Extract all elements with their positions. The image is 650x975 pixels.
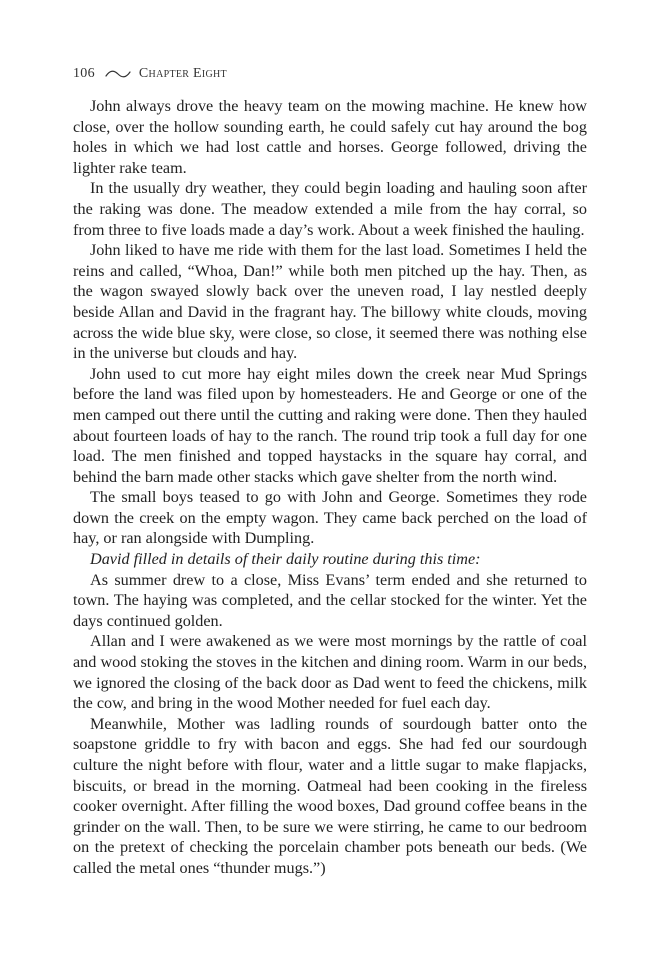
italic-introduction: David filled in details of their daily routine during this time: — [90, 550, 481, 569]
chapter-label: Chapter Eight — [138, 66, 227, 81]
body-text — [73, 96, 587, 879]
paragraph-1: John always drove the heavy team on the mowing machine. He knew how close, over the hollow sounding earth, he could safely cut hay around the bog holes in which we had lost cattle and horses. George followed, driving the lighter rake team. — [73, 97, 587, 177]
paragraph-2: In the usually dry weather, they could begin loading and hauling soon after the raking was done. The meadow extended a mile from the hay corral, so from three to five loads made a day’s work. About a week finished the hauling. — [73, 179, 587, 239]
paragraph-7: Allan and I were awakened as we were most mornings by the rattle of coal and wood stoking the stoves in the kitchen and dining room. Warm in our beds, we ignored the closing of the back door as Dad went to feed the chickens, milk the cow, and bring in the wood Mother needed for fuel each day. — [73, 632, 587, 713]
book-page — [73, 62, 587, 879]
paragraph-6: As summer drew to a close, Miss Evans’ term ended and she returned to town. The haying was completed, and the cellar stocked for the winter. Yet the days continued golden. — [73, 570, 587, 630]
paragraph-4: John used to cut more hay eight miles down the creek near Mud Springs before the land was filed upon by homesteaders. He and George or one of the men camped out there until the cutting and raking were done. Then they hauled about fourteen loads of hay to the ranch. The round trip took a full day for one load. The men finished and topped haystacks in the square hay corral, and behind the barn made other stacks which gave shelter from the north wind. — [73, 364, 587, 486]
paragraph-5: The small boys teased to go with John and George. Sometimes they rode down the creek on the empty wagon. They came back perched on the load of hay, or ran alongside with Dumpling. — [73, 488, 587, 548]
page-number: 106 — [73, 66, 95, 81]
running-head — [73, 62, 587, 86]
paragraph-3: John liked to have me ride with them for the last load. Sometimes I held the reins and called, “Whoa, Dan!” while both men pitched up the hay. Then, as the wagon swayed slowly back over the uneven road, I lay nestled deeply beside Allan and David in the fragrant hay. The billowy white clouds, moving across the wide blue sky, were close, so close, it seemed there was nothing else in the universe but clouds and hay. — [73, 241, 587, 363]
paragraph-8: Meanwhile, Mother was ladling rounds of sourdough batter onto the soapstone griddle to fry with bacon and eggs. She had fed our sourdough culture the night before with flour, water and a little sugar to make flapjacks, biscuits, or bread in the morning. Oatmeal had been cooking in the fireless cooker overnight. After filling the wood boxes, Dad ground coffee beans in the grinder on the wall. Then, to be sure we were stirring, he came to our bedroom on the pretext of checking the porcelain chamber pots beneath our beds. (We called the metal ones “thunder mugs.”) — [73, 714, 587, 877]
swash-ornament-icon — [105, 69, 131, 79]
